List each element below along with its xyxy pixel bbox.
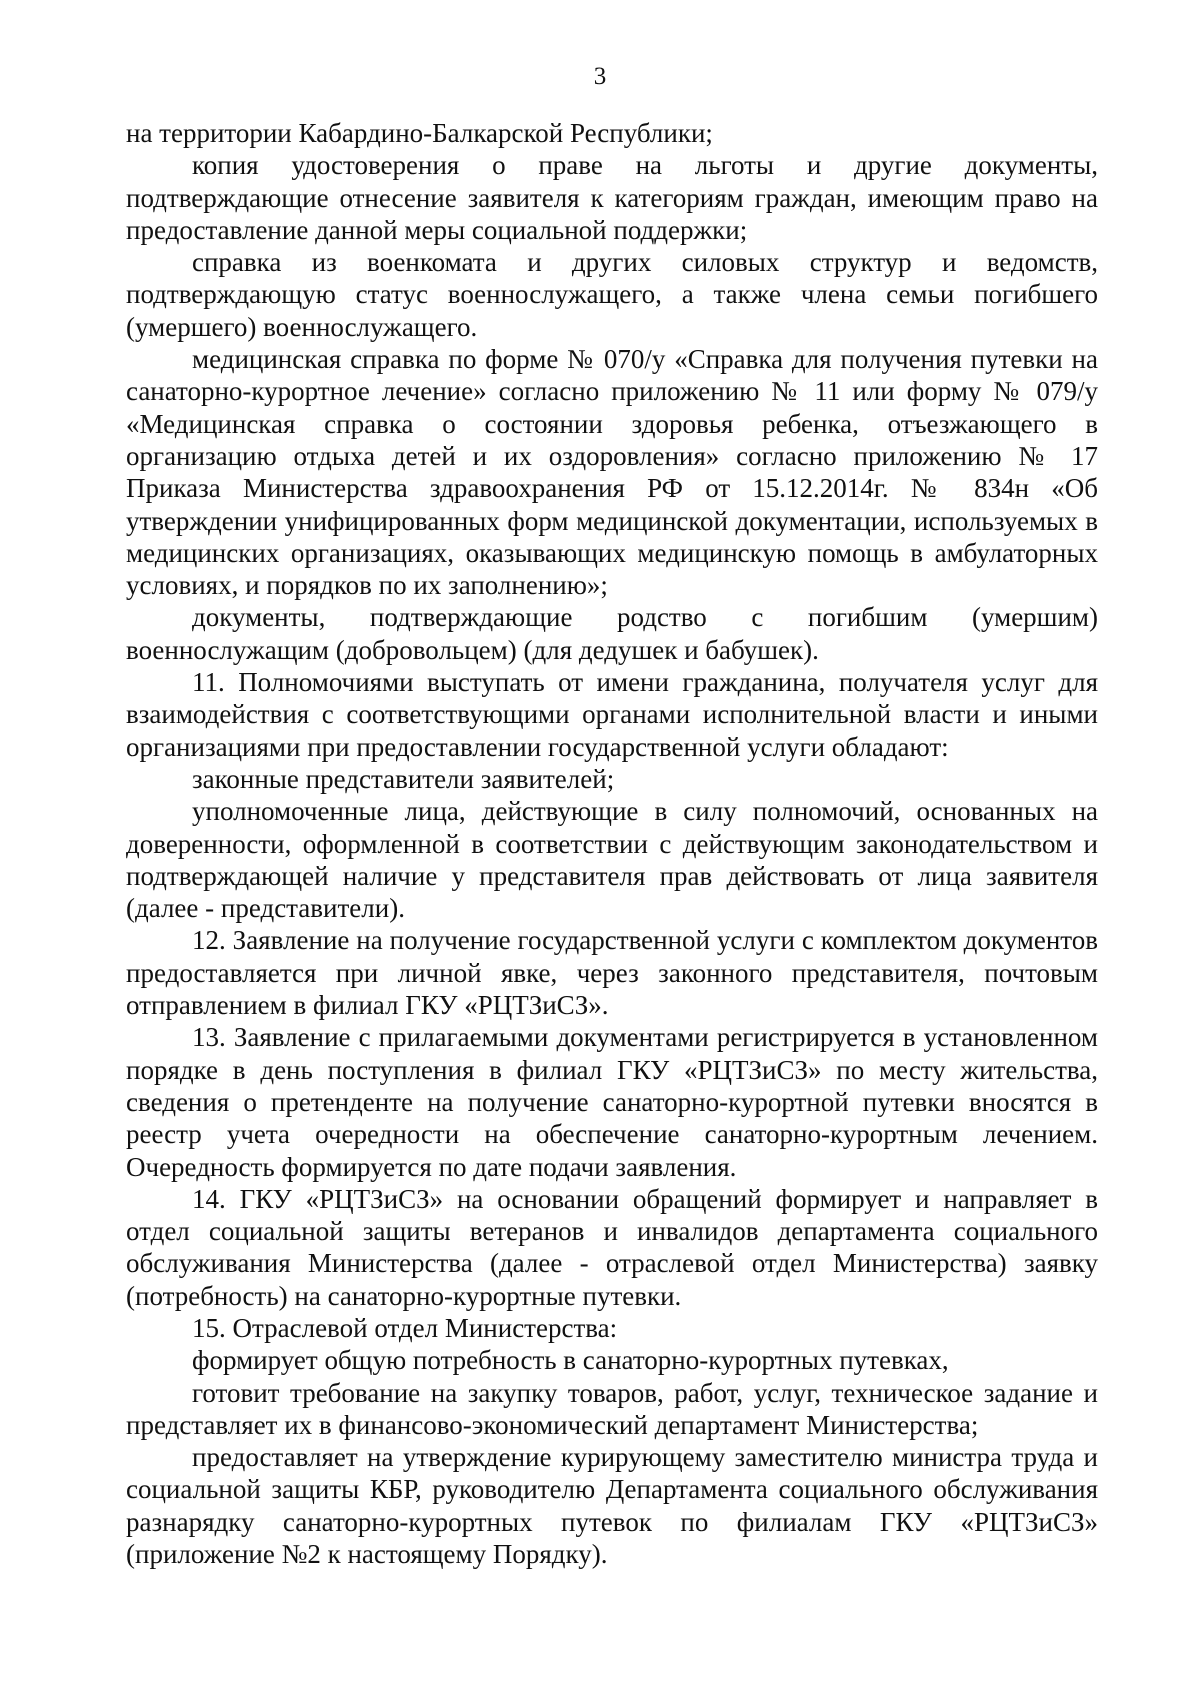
paragraph-legal-representatives: законные представители заявителей; <box>192 763 615 794</box>
paragraph-kinship-documents: документы, подтверждающие родство с погибшим (умершим) военнослужащим (добровольцем) (для дедушек и бабушек). <box>126 602 1098 665</box>
paragraph-medical-certificate: медицинская справка по форме № 070/у «Справка для получения путевки на санаторно-курортное лечение» согласно приложению № 11 или форму № 079/у «Медицинская справка о состоянии здоровья ребенка, отъезжающего в организацию отдыха детей и их оздоровления» согласно приложению № 17 Приказа Министерства здравоохранения РФ от 15.12.2014г. № 834н «Об утверждении унифицированных форм медицинской документации, используемых в медицинских организациях, оказывающих медицинскую помощь в амбулаторных условиях, и порядков по их заполнению»; <box>126 344 1098 601</box>
paragraph-territory: на территории Кабардино-Балкарской Республики; <box>126 118 713 148</box>
document-body <box>126 117 1098 1570</box>
paragraph-submits-allocation: предоставляет на утверждение курирующему заместителю министра труда и социальной защиты КБР, руководителю Департамента социального обслуживания разнарядку санаторно-курортных путевок по филиалам ГКУ «РЦТЗиСЗ» (приложение №2 к настоящему Порядку). <box>126 1442 1098 1570</box>
paragraph-benefit-certificate: копия удостоверения о праве на льготы и другие документы, подтверждающие отнесение заявителя к категориям граждан, имеющим право на предоставление данной меры социальной поддержки; <box>126 150 1098 245</box>
paragraph-authorized-persons: уполномоченные лица, действующие в силу полномочий, основанных на доверенности, оформленной в соответствии с действующим законодательством и подтверждающей наличие у представителя прав действовать от лица заявителя (далее - представители). <box>126 796 1098 924</box>
paragraph-item-14: 14. ГКУ «РЦТЗиСЗ» на основании обращений формирует и направляет в отдел социальной защиты ветеранов и инвалидов департамента социального обслуживания Министерства (далее - отраслевой отдел Министерства) заявку (потребность) на санаторно-курортные путевки. <box>126 1183 1098 1311</box>
paragraph-military-certificate: справка из военкомата и других силовых структур и ведомств, подтверждающую статус военнослужащего, а также члена семьи погибшего (умершего) военнослужащего. <box>126 247 1098 342</box>
paragraph-item-12: 12. Заявление на получение государственной услуги с комплектом документов предоставляется при личной явке, через законного представителя, почтовым отправлением в филиал ГКУ «РЦТЗиСЗ». <box>126 925 1098 1021</box>
paragraph-item-15: 15. Отраслевой отдел Министерства: <box>192 1312 618 1343</box>
paragraph-item-13: 13. Заявление с прилагаемыми документами регистрируется в установленном порядке в день поступления в филиал ГКУ «РЦТЗиСЗ» по месту жительства, сведения о претенденте на получение санаторно-курортной путевки вносятся в реестр учета очередности на обеспечение санаторно-курортным лечением. Очередность формируется по дате подачи заявления. <box>126 1022 1098 1182</box>
paragraph-item-11: 11. Полномочиями выступать от имени гражданина, получателя услуг для взаимодействия с соответствующими органами исполнительной власти и иными организациями при предоставлении государственной услуги обладают: <box>126 667 1098 762</box>
paragraph-forms-demand: формирует общую потребность в санаторно-курортных путевках, <box>192 1345 949 1376</box>
paragraph-prepares-requirement: готовит требование на закупку товаров, работ, услуг, техническое задание и представляет их в финансово-экономический департамент Министерства; <box>126 1377 1098 1440</box>
page-number: 3 <box>593 63 607 90</box>
